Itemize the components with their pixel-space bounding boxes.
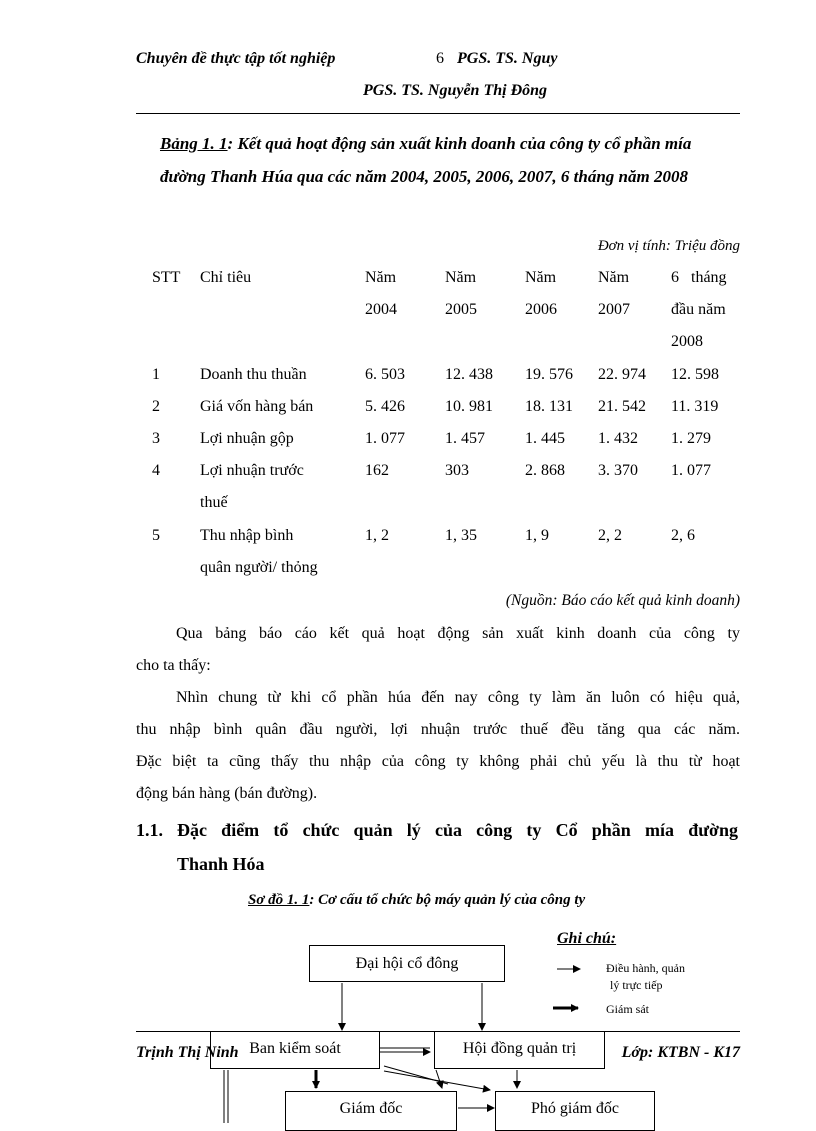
row-2-v2005: 10. 981 xyxy=(445,398,493,415)
row-1-v2006: 19. 576 xyxy=(525,366,573,383)
table-caption-label: Bảng 1. 1 xyxy=(160,134,228,153)
paragraph-1-line-2: cho ta thấy: xyxy=(136,657,211,674)
row-1-stt: 1 xyxy=(152,366,160,383)
row-2-v2006: 18. 131 xyxy=(525,398,573,415)
row-4-v2006: 2. 868 xyxy=(525,462,565,479)
section-heading-line-2: Thanh Hóa xyxy=(177,854,265,874)
row-3-v2008: 1. 279 xyxy=(671,430,711,447)
row-4-v2008: 1. 077 xyxy=(671,462,711,479)
row-5-item-l2: quân người/ thỏng xyxy=(200,559,318,576)
paragraph-2-line-2: thu nhập bình quân đầu người, lợi nhuận trước thuế đều tăng qua các năm. xyxy=(136,721,740,738)
row-1-v2004: 6. 503 xyxy=(365,366,405,383)
col-header-2007-l1: Năm xyxy=(598,269,630,286)
box-director-label: Giám đốc xyxy=(339,1100,403,1117)
col-header-2004-l1: Năm xyxy=(365,269,397,286)
col-header-2008-l3: 2008 xyxy=(671,333,703,350)
row-1-v2008: 12. 598 xyxy=(671,366,719,383)
row-4-v2005: 303 xyxy=(445,462,469,479)
row-4-v2004: 162 xyxy=(365,462,389,479)
row-3-v2006: 1. 445 xyxy=(525,430,565,447)
box-shareholders-meeting-label: Đại hội cổ đông xyxy=(355,955,459,972)
row-2-v2004: 5. 426 xyxy=(365,398,405,415)
col-header-2004-l2: 2004 xyxy=(365,301,397,318)
box-supervisory-board-label: Ban kiểm soát xyxy=(249,1040,341,1057)
row-1-v2005: 12. 438 xyxy=(445,366,493,383)
section-number: 1.1. xyxy=(136,820,163,840)
legend-direct-label-l1: Điều hành, quản xyxy=(606,961,685,975)
paragraph-2-line-1: Nhìn chung từ khi cổ phần húa đến nay công ty làm ăn luôn có hiệu quả, xyxy=(176,689,740,706)
row-2-v2008: 11. 319 xyxy=(671,398,719,415)
row-3-v2007: 1. 432 xyxy=(598,430,638,447)
row-2-v2007: 21. 542 xyxy=(598,398,646,415)
row-1-item: Doanh thu thuần xyxy=(200,366,307,383)
col-header-2008-l1: 6 tháng xyxy=(671,269,727,286)
legend-direct-label-l2: lý trực tiếp xyxy=(610,978,663,992)
col-header-2005-l1: Năm xyxy=(445,269,477,286)
col-header-item: Chỉ tiêu xyxy=(200,269,252,286)
paragraph-1-line-1: Qua bảng báo cáo kết quả hoạt động sản xuất kinh doanh của công ty xyxy=(176,625,740,642)
row-2-item: Giá vốn hàng bán xyxy=(200,398,314,415)
row-4-v2007: 3. 370 xyxy=(598,462,638,479)
paragraph-2-line-3: Đặc biệt ta cũng thấy thu nhập của công ty không phải chủ yếu là thu từ hoạt xyxy=(136,753,740,770)
box-deputy-director xyxy=(495,1091,655,1131)
box-board-of-directors-label: Hội đồng quản trị xyxy=(462,1040,577,1057)
col-header-stt: STT xyxy=(152,269,181,286)
source-note: (Nguồn: Báo cáo kết quả kinh doanh) xyxy=(505,592,740,609)
row-5-v2005: 1, 35 xyxy=(445,527,477,544)
row-4-item-l1: Lợi nhuận trước xyxy=(200,462,304,479)
row-3-v2005: 1. 457 xyxy=(445,430,485,447)
row-5-v2006: 1, 9 xyxy=(525,527,549,544)
header-title: Chuyên đề thực tập tốt nghiệp xyxy=(136,50,336,67)
footer-author: Trịnh Thị Ninh xyxy=(136,1044,239,1061)
arrow-hdqt-gd xyxy=(436,1070,442,1088)
diagram-caption-text: : Cơ cấu tổ chức bộ máy quản lý của công ty xyxy=(309,892,586,908)
box-deputy-director-label: Phó giám đốc xyxy=(531,1100,619,1117)
row-5-stt: 5 xyxy=(152,527,160,544)
header-author: PGS. TS. Nguyễn Thị Đông xyxy=(363,82,548,99)
paragraph-2-line-4: động bán hàng (bán đường). xyxy=(136,785,318,802)
unit-note: Đơn vị tính: Triệu đồng xyxy=(597,238,740,254)
row-2-stt: 2 xyxy=(152,398,160,415)
row-5-v2008: 2, 6 xyxy=(671,527,695,544)
diagram-caption-label: Sơ đồ 1. 1 xyxy=(248,892,310,908)
row-5-v2007: 2, 2 xyxy=(598,527,622,544)
row-3-item: Lợi nhuận gộp xyxy=(200,430,294,447)
box-board-of-directors xyxy=(434,1031,605,1069)
box-director xyxy=(285,1091,457,1131)
legend-supervise-label: Giám sát xyxy=(606,1002,649,1016)
col-header-2005-l2: 2005 xyxy=(445,301,477,318)
col-header-2008-l2: đầu năm xyxy=(671,301,726,318)
footer-rule xyxy=(136,1031,740,1032)
col-header-2007-l2: 2007 xyxy=(598,301,630,318)
row-4-stt: 4 xyxy=(152,462,160,479)
box-shareholders-meeting xyxy=(309,945,505,982)
page-number: 6 xyxy=(436,50,444,67)
row-3-stt: 3 xyxy=(152,430,160,447)
row-4-item-l2: thuế xyxy=(200,494,228,511)
footer-class: Lớp: KTBN - K17 xyxy=(621,1044,740,1061)
row-3-v2004: 1. 077 xyxy=(365,430,405,447)
header-author-partial: PGS. TS. Nguy xyxy=(457,50,558,67)
row-5-item-l1: Thu nhập bình xyxy=(200,527,294,544)
row-5-v2004: 1, 2 xyxy=(365,527,389,544)
col-header-2006-l1: Năm xyxy=(525,269,557,286)
legend-title: Ghi chú: xyxy=(557,930,617,947)
col-header-2006-l2: 2006 xyxy=(525,301,557,318)
section-heading-line-1: Đặc điểm tổ chức quản lý của công ty Cổ phần mía đường xyxy=(177,820,738,840)
row-1-v2007: 22. 974 xyxy=(598,366,646,383)
table-caption-text: : Kết quả hoạt động sản xuất kinh doanh của công ty cổ phần mía đường Thanh Húa qua các năm 2004, 2005, 2006, 2007, 6 tháng năm 2008 xyxy=(160,134,692,186)
